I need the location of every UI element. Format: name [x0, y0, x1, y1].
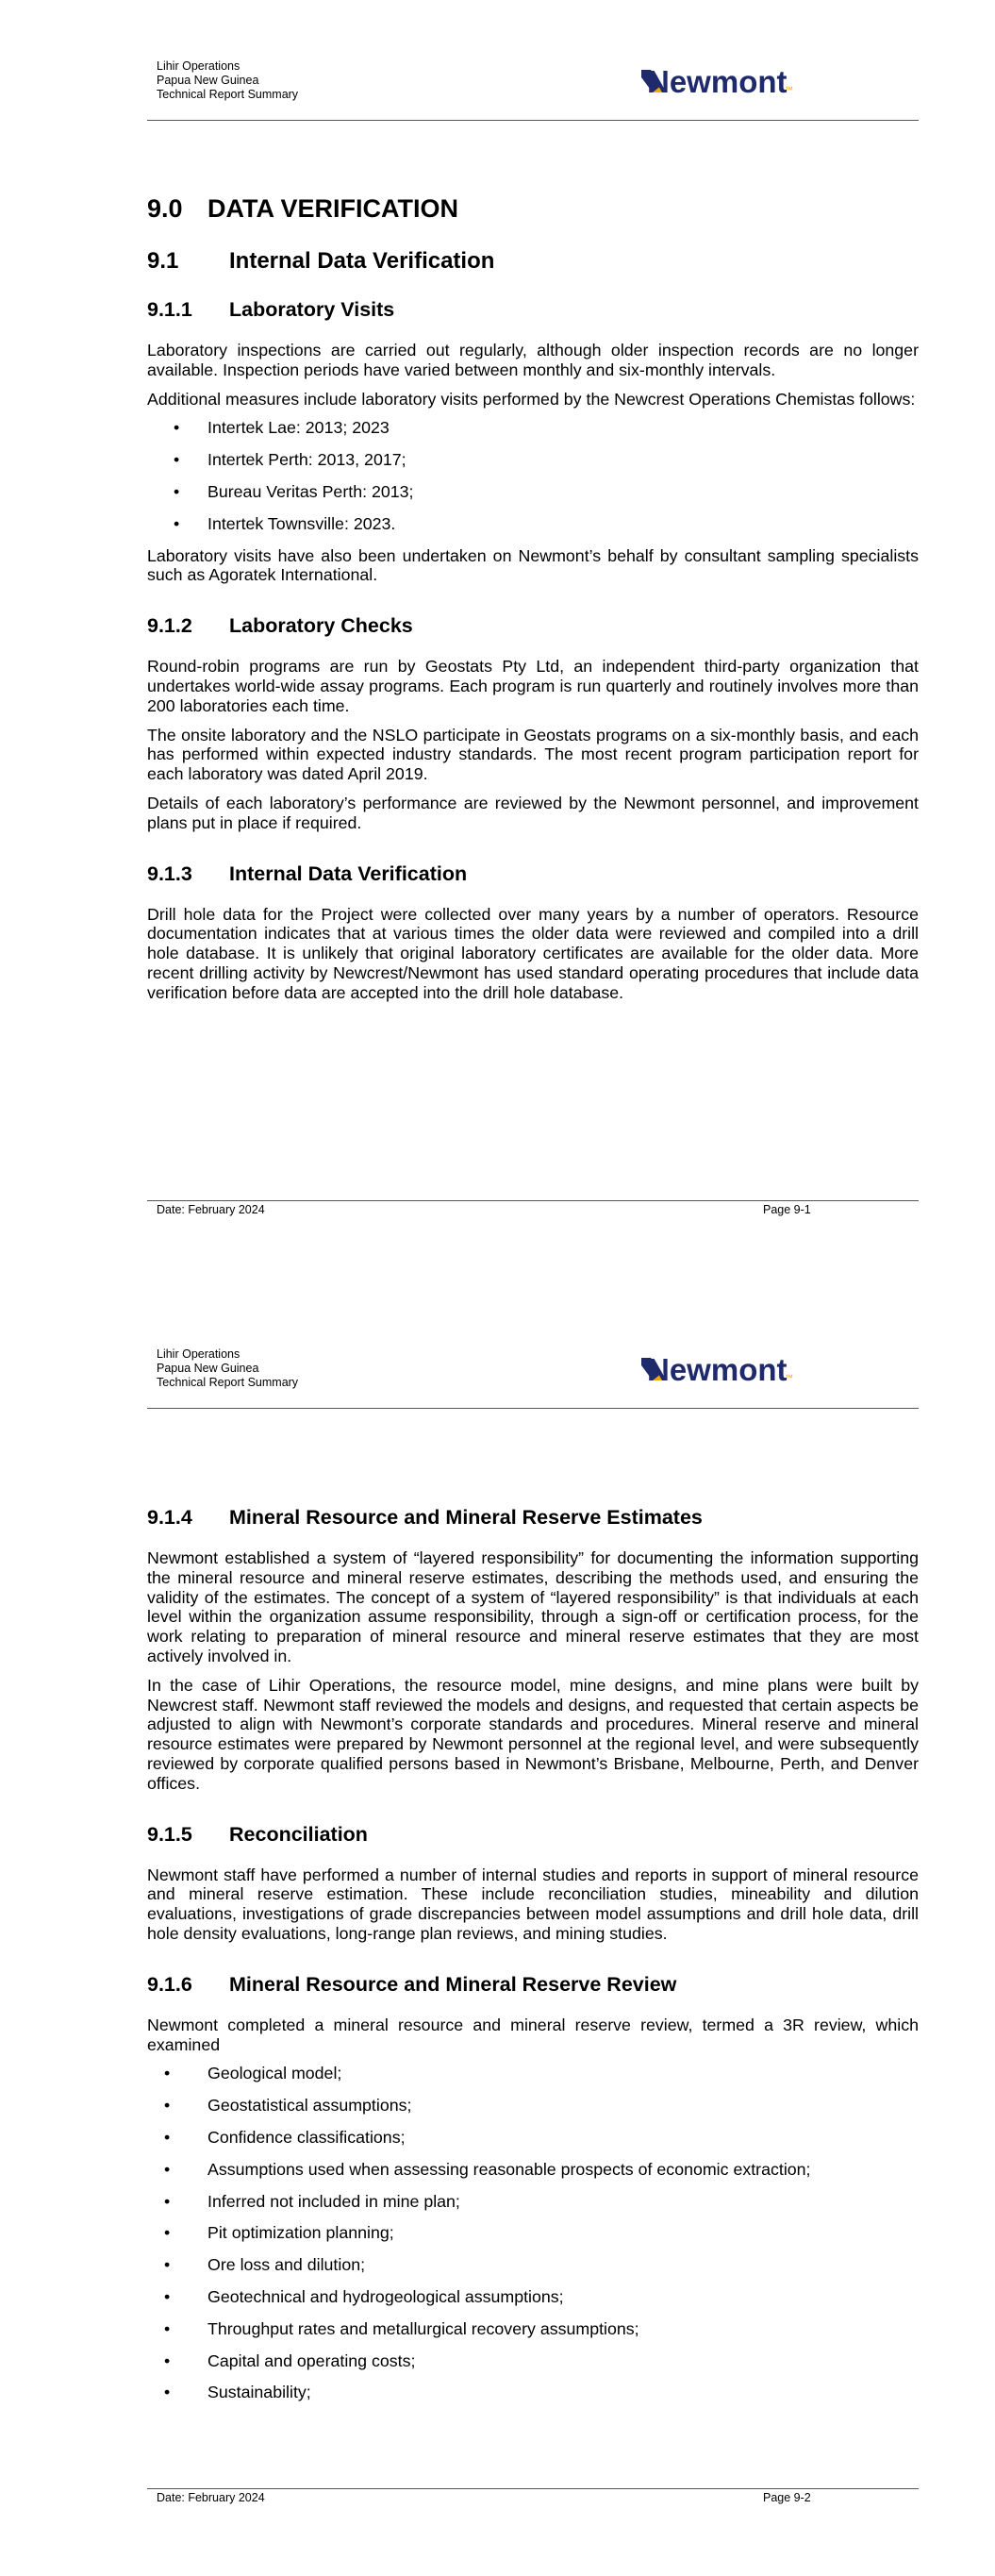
- paragraph: Laboratory inspections are carried out regularly, although older inspection records are no longer available. Inspection periods have varied between monthly and six-monthly intervals.: [147, 341, 919, 379]
- footer-divider: [147, 1200, 919, 1201]
- footer-date: Date: February 2024: [157, 2491, 265, 2504]
- footer-divider: [147, 2488, 919, 2489]
- page-header-info: [157, 59, 298, 102]
- footer-page-number: Page 9-1: [763, 1203, 811, 1216]
- paragraph: Details of each laboratory’s performance are reviewed by the Newmont personnel, and improvement plans put in place if required.: [147, 793, 919, 832]
- paragraph: Newmont established a system of “layered responsibility” for documenting the information supporting the mineral resource and mineral reserve estimates, describing the methods used, and ensuring the validity of the estimates. The concept of a system of “layered responsibility” is that individuals at each level within the organization assume responsibility, through a sign-off or certification process, for the work relating to preparation of mineral resource and mineral reserve estimates that they are most actively involved in.: [147, 1548, 919, 1665]
- page-content: [147, 193, 919, 1012]
- newmont-logo: [641, 1352, 830, 1384]
- subsubsection-heading: 9.1.4 Mineral Resource and Mineral Reserve Estimates: [147, 1506, 703, 1529]
- list-item: • Pit optimization planning;: [164, 2223, 394, 2243]
- paragraph: Newmont staff have performed a number of internal studies and reports in support of mineral resource and mineral reserve estimation. These include reconciliation studies, mineability and dilution evaluations, investigations of grade discrepancies between model assumptions and drill hole data, drill hole density evaluations, long-range plan reviews, and mining studies.: [147, 1865, 919, 1943]
- header-company-line: Lihir Operations: [157, 1347, 240, 1361]
- paragraph: Drill hole data for the Project were collected over many years by a number of operators. Resource documentation indicates that at various times the older data were reviewed and compiled into a drill hole database. It is unlikely that original laboratory certificates are available for the older data. More recent drilling activity by Newcrest/Newmont has used standard operating procedures that include data verification before data are accepted into the drill hole database.: [147, 904, 919, 1002]
- page-content: [147, 1505, 919, 2415]
- bullet-list: [147, 418, 919, 533]
- list-item: • Intertek Perth: 2013, 2017;: [174, 450, 406, 470]
- list-item: • Capital and operating costs;: [164, 2350, 416, 2370]
- list-item: • Geotechnical and hydrogeological assumptions;: [164, 2286, 564, 2306]
- logo-trademark: ™: [785, 1373, 793, 1382]
- header-country-line: Papua New Guinea: [157, 1362, 259, 1375]
- logo-text: Newmont: [647, 64, 788, 96]
- paragraph: Round-robin programs are run by Geostats Pty Ltd, an independent third-party organization that undertakes world-wide assay programs. Each program is run quarterly and routinely involves more than 200 laboratories each time.: [147, 657, 919, 715]
- paragraph: The onsite laboratory and the NSLO participate in Geostats programs on a six-monthly basis, and each has performed within expected industry standards. The most recent program participation report for each laboratory was dated April 2019.: [147, 725, 919, 784]
- subsubsection-heading: 9.1.2 Laboratory Checks: [147, 614, 413, 638]
- logo-trademark: ™: [785, 85, 793, 94]
- paragraph: Newmont completed a mineral resource and mineral reserve review, termed a 3R review, which examined: [147, 2015, 919, 2054]
- list-item: • Throughput rates and metallurgical recovery assumptions;: [164, 2318, 639, 2338]
- list-item: • Bureau Veritas Perth: 2013;: [174, 481, 414, 501]
- header-divider: [147, 1408, 919, 1409]
- footer-date: Date: February 2024: [157, 1203, 265, 1216]
- newmont-logo: [641, 64, 830, 96]
- section-heading: 9.0 DATA VERIFICATION: [147, 194, 458, 223]
- list-item: • Assumptions used when assessing reasonable prospects of economic extraction;: [164, 2159, 811, 2179]
- list-item: • Intertek Lae: 2013; 2023: [174, 418, 390, 438]
- list-item: • Geological model;: [164, 2064, 342, 2083]
- header-divider: [147, 120, 919, 121]
- paragraph: Laboratory visits have also been undertaken on Newmont’s behalf by consultant sampling specialists such as Agoratek International.: [147, 545, 919, 585]
- logo-text: Newmont: [647, 1352, 788, 1384]
- header-company-line: Lihir Operations: [157, 59, 240, 73]
- subsection-heading: 9.1 Internal Data Verification: [147, 248, 495, 274]
- subsubsection-heading: 9.1.3 Internal Data Verification: [147, 861, 468, 885]
- subsubsection-heading: 9.1.1 Laboratory Visits: [147, 298, 395, 321]
- header-report-line: Technical Report Summary: [157, 1376, 299, 1389]
- list-item: • Confidence classifications;: [164, 2127, 406, 2147]
- page-header-info: [157, 1347, 298, 1390]
- paragraph: In the case of Lihir Operations, the resource model, mine designs, and mine plans were built by Newcrest staff. Newmont staff reviewed the models and designs, and requested that certain aspects be adjusted to align with Newmont’s corporate standards and procedures. Mineral reserve and mineral resource estimates were prepared by Newmont personnel at the regional level, and were subsequently reviewed by corporate qualified persons based in Newmont’s Brisbane, Melbourne, Perth, and Denver offices.: [147, 1675, 919, 1793]
- list-item: • Geostatistical assumptions;: [164, 2096, 412, 2116]
- paragraph: Additional measures include laboratory visits performed by the Newcrest Operations Chemistas follows:: [147, 389, 916, 409]
- document-page-2: [0, 1288, 995, 2576]
- list-item: • Intertek Townsville: 2023.: [174, 513, 396, 533]
- subsubsection-heading: 9.1.6 Mineral Resource and Mineral Reserve Review: [147, 1972, 677, 1996]
- list-item: • Inferred not included in mine plan;: [164, 2191, 460, 2211]
- header-report-line: Technical Report Summary: [157, 88, 299, 101]
- bullet-list: [147, 2064, 919, 2402]
- list-item: • Sustainability;: [164, 2383, 311, 2402]
- header-country-line: Papua New Guinea: [157, 74, 259, 87]
- list-item: • Ore loss and dilution;: [164, 2255, 366, 2275]
- subsubsection-heading: 9.1.5 Reconciliation: [147, 1822, 368, 1846]
- footer-page-number: Page 9-2: [763, 2491, 811, 2504]
